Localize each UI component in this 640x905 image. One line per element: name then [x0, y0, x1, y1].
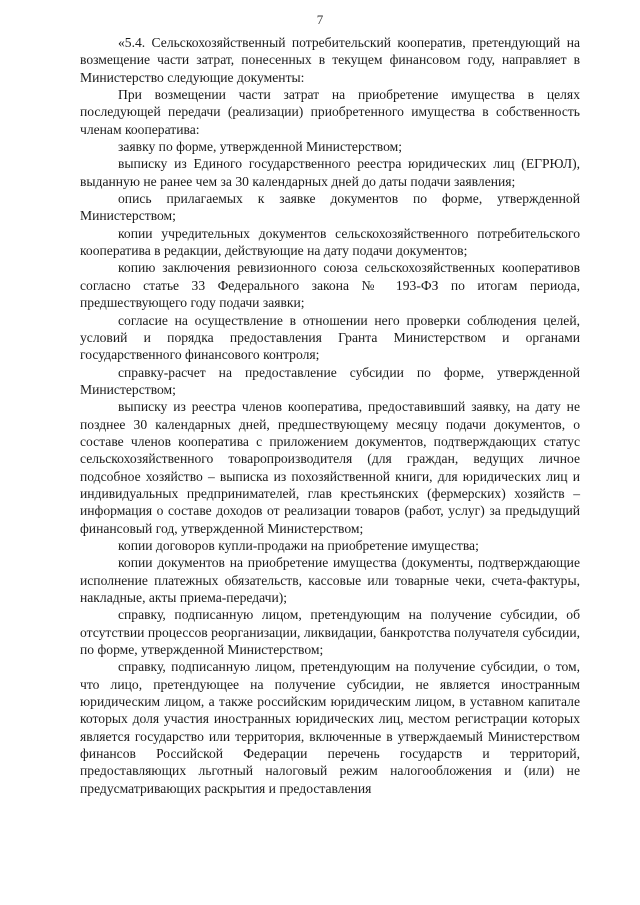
- paragraph-calculation: справку-расчет на предоставление субсидии по форме, утвержденной Министерством;: [80, 364, 580, 397]
- paragraph-purchase-documents: копии документов на приобретение имущества (документы, подтверждающие исполнение платежных обязательств, кассовые или товарные чеки, счета-фактуры, накладные, акты приема-передачи);: [80, 555, 580, 605]
- paragraph-no-reorganization: справку, подписанную лицом, претендующим на получение субсидии, об отсутствии процессов реорганизации, ликвидации, банкротства получателя субсидии, по форме, утвержденной Министерством;: [80, 607, 580, 658]
- document-body: [80, 34, 580, 797]
- paragraph-charter-copies: копии учредительных документов сельскохозяйственного потребительского кооператива в редакции, действующие на дату подачи документов;: [80, 225, 580, 259]
- paragraph-contracts: копии договоров купли-продажи на приобретение имущества;: [118, 537, 479, 553]
- paragraph-application: заявку по форме, утвержденной Министерством;: [118, 139, 402, 155]
- paragraph-member-registry: выписку из реестра членов кооператива, предоставивший заявку, на дату не позднее 30 календарных дней, предшествующему месяцу подачи документов, о составе членов кооператива с приложением документов, подтверждающих статус сельскохозяйственного товаропроизводителя (для граждан, ведущих личное подсобное хозяйство – выписка из похозяйственной книги, для юридических лиц и индивидуальных предпринимателей, глав крестьянских (фермерских) хозяйств – информация о составе доходов от реализации товаров (работ, услуг) за предыдущий финансовый год, утвержденной Министерством;: [80, 399, 580, 536]
- paragraph-inventory: опись прилагаемых к заявке документов по форме, утвержденной Министерством;: [80, 191, 580, 224]
- paragraph-audit-conclusion: копию заключения ревизионного союза сельскохозяйственных кооперативов согласно статье 33 Федерального закона № 193-ФЗ по итогам периода, предшествующего году подачи заявки;: [80, 260, 580, 311]
- paragraph-intro: «5.4. Сельскохозяйственный потребительский кооператив, претендующий на возмещение части затрат, понесенных в текущем финансовом году, направляет в Министерство следующие документы:: [80, 35, 580, 85]
- paragraph-not-foreign-entity: справку, подписанную лицом, претендующим на получение субсидии, о том, что лицо, претендующее на получение субсидии, не является иностранным юридическим лицом, а также российским юридическим лицом, в уставном капитале которых доля участия иностранных юридических лиц, местом регистрации которых является государство или территория, включенные в утверждаемый Министерством финансов Российской Федерации перечень государств и территорий, предоставляющих льготный налоговый режим налогообложения и (или) не предусматривающих раскрытия и предоставления: [80, 659, 580, 796]
- paragraph-consent: согласие на осуществление в отношении него проверки соблюдения целей, условий и порядка предоставления Гранта Министерством и органами государственного финансового контроля;: [80, 312, 580, 363]
- paragraph-egrul-extract: выписку из Единого государственного реестра юридических лиц (ЕГРЮЛ), выданную не ранее чем за 30 календарных дней до даты подачи заявления;: [80, 156, 580, 189]
- page-number: 7: [316, 12, 324, 27]
- paragraph-condition: При возмещении части затрат на приобретение имущества в целях последующей передачи (реализации) приобретенного имущества в собственность членам кооператива:: [80, 87, 580, 137]
